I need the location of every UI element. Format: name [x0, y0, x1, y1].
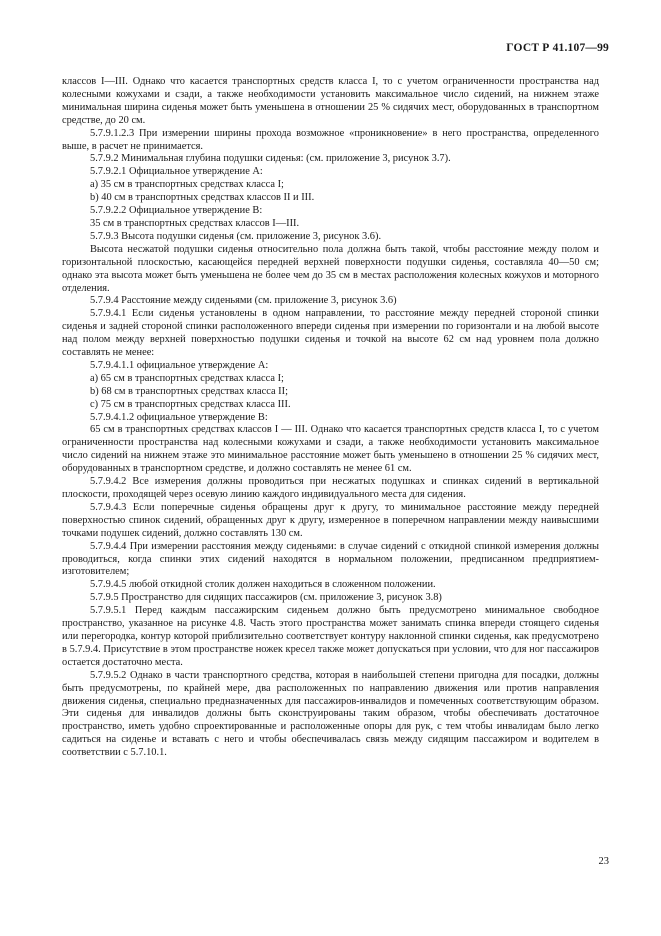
paragraph: 5.7.9.4.2 Все измерения должны проводиться при несжатых подушках и спинках сидений в вертикальной плоскости, проходящей через осевую линию каждого индивидуального места для сидения.: [62, 476, 599, 500]
paragraph: c) 75 см в транспортных средствах класса III.: [90, 398, 291, 410]
paragraph: 5.7.9.4.3 Если поперечные сиденья обращены друг к другу, то минимальное расстояние между передней поверхностью спинок сидений, обращенных друг к другу, измеренное в поперечном направлении между наивысшими точками подушек сидений, должно составлять 130 см.: [62, 501, 599, 539]
document-body: [62, 76, 599, 760]
paragraph: 5.7.9.4.4 При измерении расстояния между сиденьями: в случае сидений с откидной спинкой измерения должны проводиться, когда спинки этих сидений находятся в нормальном положении, предписанном предприятием-изготовителем;: [62, 540, 599, 578]
paragraph: 5.7.9.5 Пространство для сидящих пассажиров (см. приложение 3, рисунок 3.8): [90, 592, 442, 604]
paragraph: 5.7.9.4.1.2 официальное утверждение В:: [90, 411, 268, 423]
paragraph: 5.7.9.4.1 Если сиденья установлены в одном направлении, то расстояние между передней стороной спинки сиденья и задней стороной спинки расположенного впереди сиденья при измерении по горизонтали и на любой высоте над полом между верхней поверхностью подушки сиденья и точкой на высоте 62 см над уровнем пола должно составлять не менее:: [62, 308, 599, 359]
paragraph: b) 40 см в транспортных средствах классов II и III.: [90, 192, 315, 204]
paragraph: классов I—III. Однако что касается транспортных средств класса I, то с учетом ограниченности пространства над колесными кожухами и сзади, а также необходимости установить максимальное число сидений, на нижнем этаже минимальная ширина сиденья может быть уменьшена в отношении 25 % сидячих мест, оборудованных в транспортном средстве, до 20 см.: [62, 76, 599, 126]
paragraph: 5.7.9.2.1 Официальное утверждение А:: [90, 166, 263, 178]
paragraph: Высота несжатой подушки сиденья относительно пола должна быть такой, чтобы расстояние между полом и горизонтальной плоскостью, касающейся передней верхней поверхности подушки сиденья, составляла 40—50 см; однако эта высота может быть уменьшена не более чем до 35 см в местах расположения колесных кожухов и моторного отделения.: [62, 243, 599, 294]
paragraph: 5.7.9.4.1.1 официальное утверждение А:: [90, 359, 269, 371]
paragraph: 5.7.9.5.2 Однако в части транспортного средства, которая в наибольшей степени пригодна для посадки, должны быть предусмотрены, по крайней мере, два расположенных по направлению движения или против направления движения сиденья, специально предназначенных для пассажиров-инвалидов и помеченных соответствующим образом. Эти сиденья для инвалидов должны быть сконструированы таким образом, чтобы обеспечивать достаточное пространство, иметь удобно спроектированные и расположенные опоры для рук, с тем чтобы инвалидам было легко садиться на сиденье и вставать с него и чтобы обеспечивалась связь между сидящим пассажиром и водителем в соответствии с 5.7.10.1.: [62, 669, 599, 759]
paragraph: 5.7.9.5.1 Перед каждым пассажирским сиденьем должно быть предусмотрено минимальное свободное пространство, указанное на рисунке 4.8. Часть этого пространства может занимать спинка впереди стоящего сиденья или перегородка, контур которой приблизительно соответствует контуру наклонной спинки сиденья, как предусмотрено в 5.7.9.4. Присутствие в этом пространстве ножек кресел также может допускаться при условии, что для ног пассажиров остается достаточно места.: [62, 605, 599, 668]
paragraph: 5.7.9.1.2.3 При измерении ширины прохода возможное «проникновение» в него пространства, определенного выше, в расчет не принимается.: [62, 127, 599, 152]
paragraph: 5.7.9.2.2 Официальное утверждение В:: [90, 205, 263, 217]
paragraph: a) 65 см в транспортных средствах класса I;: [90, 372, 284, 384]
paragraph: 5.7.9.2 Минимальная глубина подушки сиденья: (см. приложение 3, рисунок 3.7).: [90, 153, 451, 165]
paragraph: b) 68 см в транспортных средствах класса II;: [90, 385, 288, 397]
paragraph: a) 35 см в транспортных средствах класса I;: [90, 179, 284, 191]
paragraph: 5.7.9.3 Высота подушки сиденья (см. приложение 3, рисунок 3.6).: [90, 230, 382, 242]
paragraph: 5.7.9.4 Расстояние между сиденьями (см. приложение 3, рисунок 3.6): [90, 295, 397, 307]
paragraph: 35 см в транспортных средствах классов I—III.: [90, 217, 300, 229]
paragraph: 5.7.9.4.5 любой откидной столик должен находиться в сложенном положении.: [90, 579, 436, 591]
paragraph: 65 см в транспортных средствах классов I — III. Однако что касается транспортных средств класса I, то с учетом ограниченности пространства над колесными кожухами и сзади, а также необходимости установить максимальное число сидений на нижнем этаже это минимальное расстояние может быть уменьшено в отношении 25 % сидячих мест, оборудованных в транспортном средстве, и должно составлять не менее 61 см.: [62, 424, 599, 475]
standard-header: ГОСТ Р 41.107—99: [506, 42, 609, 54]
page-number: 23: [598, 856, 609, 867]
